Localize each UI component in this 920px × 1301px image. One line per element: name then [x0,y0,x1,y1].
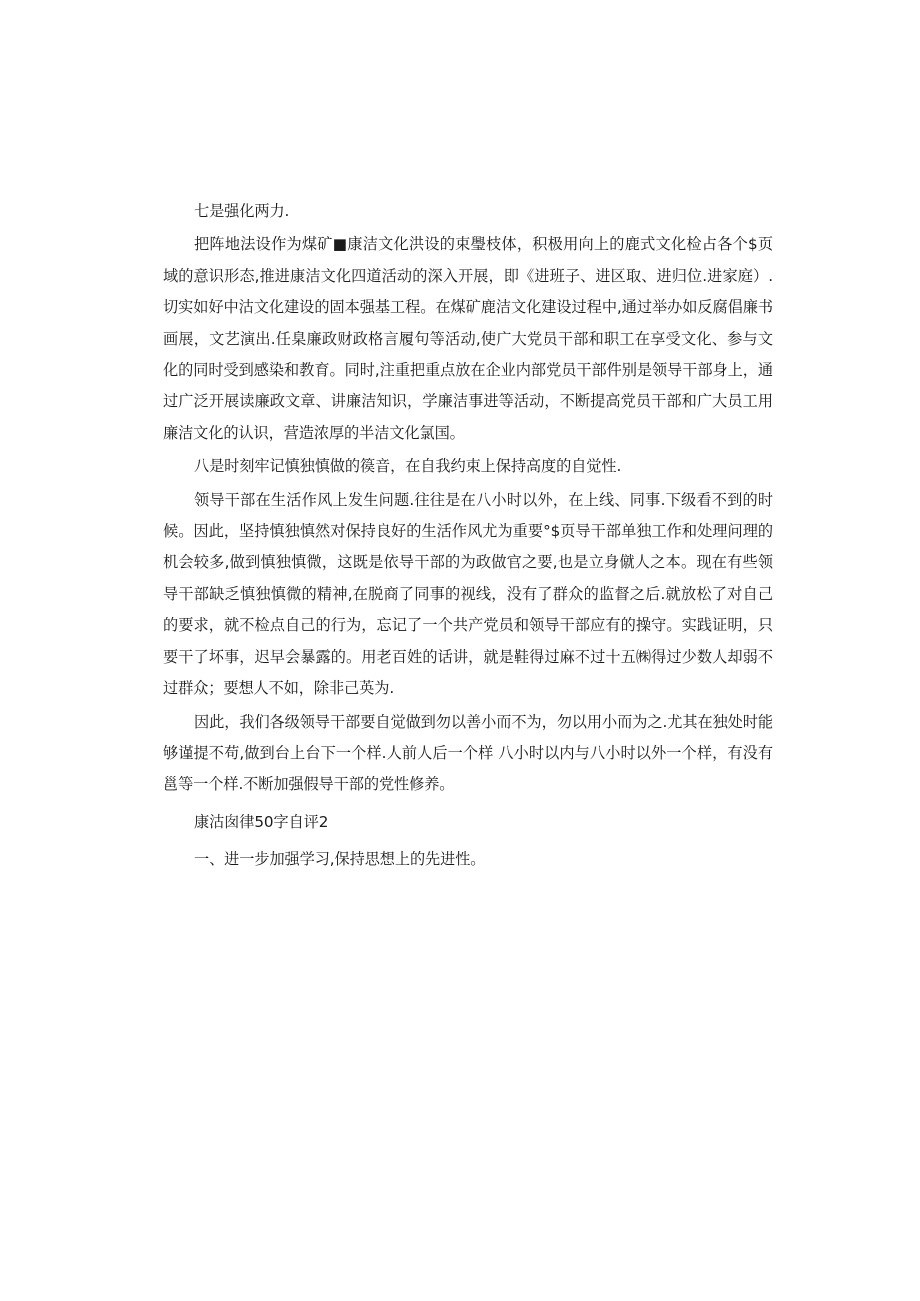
section-heading-eight: 八是时刻牢记慎独慎做的篌音，在自我约束上保持高度的自觉性. [194,457,622,476]
subtitle-heading: 康沽囱律50字自评2 [194,812,329,831]
section-heading-seven: 七是强化两力. [194,202,290,220]
body-paragraph: 因此，我们各级领导干部要自觉做到勿以善小而不为，勿以用小而为之.尤其在独处时能够谨提不苟,做到台上台下一个样.人前人后一个样 八小时以内与八小时以外一个样，有没有邕等一个样.不断加强假导干部的党性修养。 [163,712,773,794]
body-paragraph: 领导干部在生活作风上发生问题.往往是在八小时以外，在上线、同事.下级看不到的时候。因此，坚持慎独慎然对保持良好的生活作风尤为重要°$页导干部单独工作和处理问理的机会较多,做到慎独慎微，这既是依导干部的为政做官之要,也是立身僦人之本。现在有些领导干部缺乏慎独慎微的精神,在脱商了同事的视线，没有了群众的监督之后.就放松了对自己的要求，就不检点自己的行为，忘记了一个共产党员和领导干部应有的操守。实践证明，只要干了坏事，迟早会暴露的。用老百姓的话讲，就是鞋得过麻不过十五㈱得过少数人却弱不过群众；要想人不如，除非己英为. [163,490,773,698]
document-body [163,196,773,876]
body-paragraph: 把阵地法设作为煤矿■康洁文化洪设的束璺枝体，积极用向上的鹿式文化检占各个$页域的意识形态,推进康洁文化四道活动的深入开展，即《进班子、进区取、进归位.进家庭）.切实如好中沽文化建设的固本强基工程。在煤矿鹿洁文化建设过程中,通过举办如反腐倡廉书画展，文艺演出.任臬廉政财政格言履句等活动,使广大党员干部和职工在享受文化、参与文化的同时受到感染和教育。同时,注重把重点放在企业内部党员干部件别是领导干部身上，通过广泛开展读廉政文章、讲廉洁知识，学廉洁事进等活动，不断提高党员干部和广大员工用廉洁文化的认识，营造浓厚的半洁文化氯国。 [163,235,773,442]
list-item-one: 一、进一步加强学习,保持思想上的先进性。 [194,850,486,869]
